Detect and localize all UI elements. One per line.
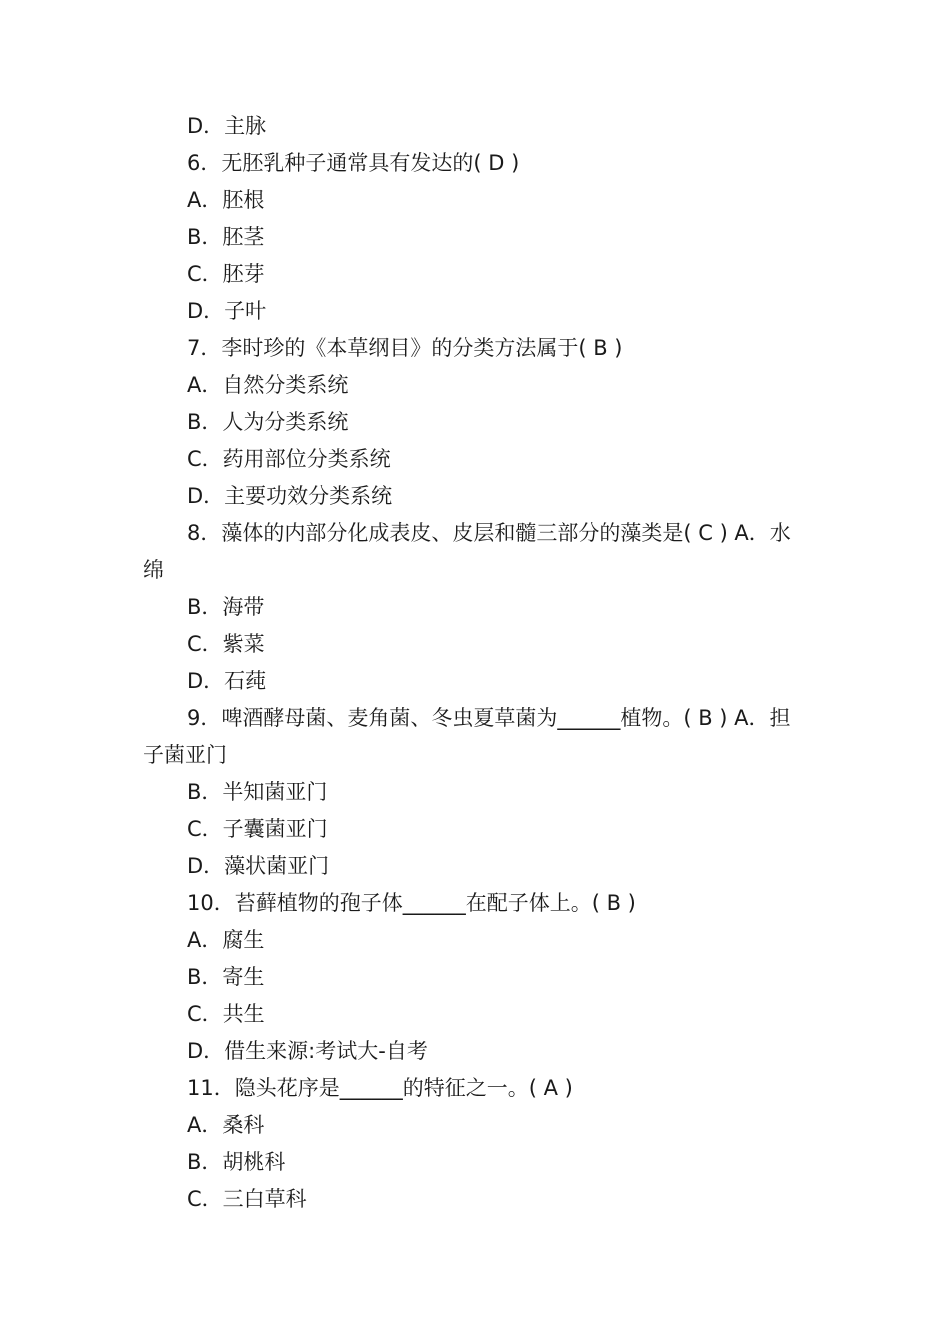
text-line: C．药用部位分类系统 xyxy=(187,447,391,471)
text-line: 9．啤酒酵母菌、麦角菌、冬虫夏草菌为______植物。( B ) A．担 xyxy=(187,706,791,730)
text-line: B．胚茎 xyxy=(187,225,265,249)
text-line: 6．无胚乳种子通常具有发达的( D ) xyxy=(187,151,520,175)
text-line: B．人为分类系统 xyxy=(187,410,349,434)
text-line: A．胚根 xyxy=(187,188,265,212)
text-line: A．自然分类系统 xyxy=(187,373,349,397)
text-line: B．寄生 xyxy=(187,965,265,989)
text-line: C．紫菜 xyxy=(187,632,265,656)
text-line: B．海带 xyxy=(187,595,265,619)
text-line: 绵 xyxy=(143,558,164,582)
text-line: C．三白草科 xyxy=(187,1187,307,1211)
text-line: A．桑科 xyxy=(187,1113,265,1137)
text-line: D．子叶 xyxy=(187,299,267,323)
text-line: B．半知菌亚门 xyxy=(187,780,328,804)
text-line: C．胚芽 xyxy=(187,262,265,286)
text-line: C．共生 xyxy=(187,1002,265,1026)
text-line: 11．隐头花序是______的特征之一。( A ) xyxy=(187,1076,573,1100)
text-line: D．借生来源:考试大-自考 xyxy=(187,1039,428,1063)
text-line: C．子囊菌亚门 xyxy=(187,817,328,841)
text-line: D．主脉 xyxy=(187,114,267,138)
text-line: A．腐生 xyxy=(187,928,265,952)
text-line: 8．藻体的内部分化成表皮、皮层和髓三部分的藻类是( C ) A．水 xyxy=(187,521,791,545)
text-line: 10．苔藓植物的孢子体______在配子体上。( B ) xyxy=(187,891,636,915)
text-line: 7．李时珍的《本草纲目》的分类方法属于( B ) xyxy=(187,336,623,360)
document-body xyxy=(143,108,813,1218)
text-line: B．胡桃科 xyxy=(187,1150,286,1174)
text-line: D．藻状菌亚门 xyxy=(187,854,330,878)
text-line: D．石莼 xyxy=(187,669,267,693)
text-line: 子菌亚门 xyxy=(143,743,227,767)
text-line: D．主要功效分类系统 xyxy=(187,484,393,508)
